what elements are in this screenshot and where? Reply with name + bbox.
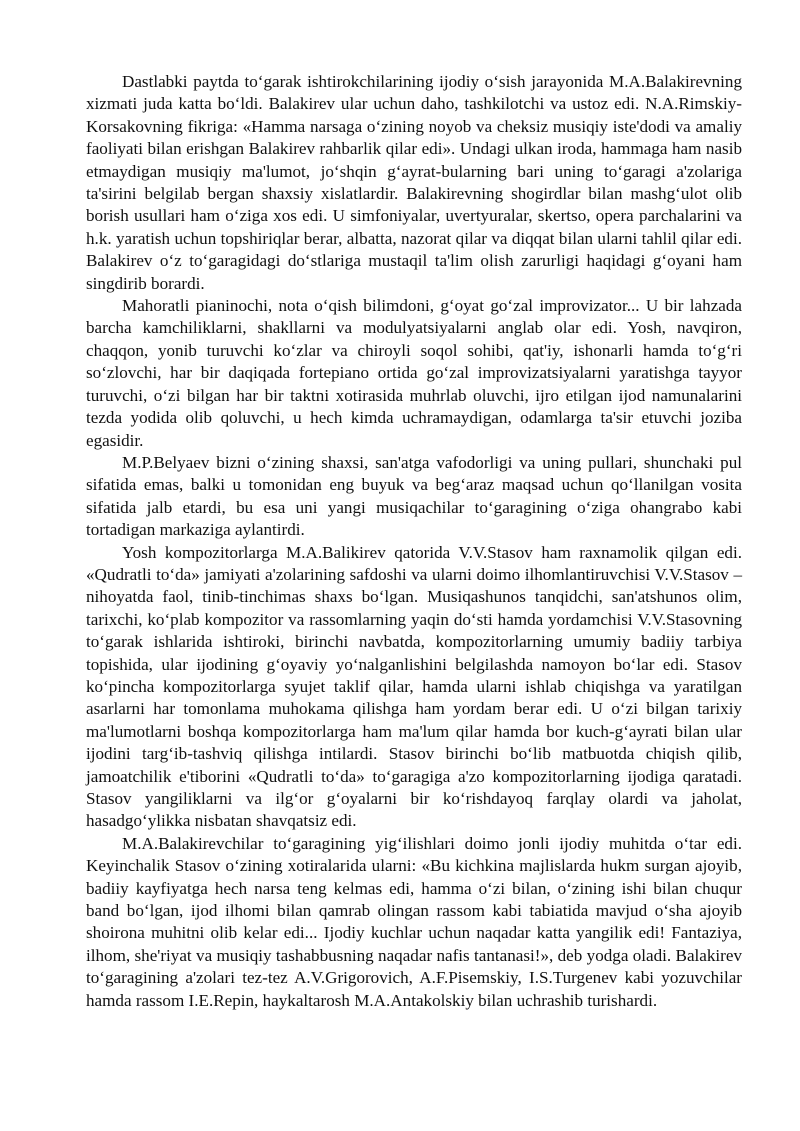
paragraph-balakirev-portrait: Mahoratli pianinochi, nota oʻqish bilimdoni, gʻoyat goʻzal improvizator... U bir lahzada barcha kamchiliklarni, shakllarni va modulyatsiyalarni anglab olar edi. Yosh, navqiron, chaqqon, yonib turuvchi koʻzlar va chiroyli soqol sohibi, qat'iy, ishonarli hamda toʻgʻri soʻzlovchi, har bir daqiqada fortepiano ortida goʻzal improvizatsiyalarni yaratishga tayyor turuvchi, oʻzi bilgan har bir taktni xotirasida muhrlab oluvchi, ijro etilgan ijod namunalarini tezda yodida olib qoluvchi, u hech kimda uchramaydigan, odamlarga ta'sir etuvchi joziba egasidir. [86, 296, 742, 450]
document-page [86, 71, 742, 1012]
paragraph-belyaev: M.P.Belyaev bizni oʻzining shaxsi, san'atga vafodorligi va uning pullari, shunchaki pul sifatida emas, balki u tomonidan eng buyuk va begʻaraz maqsad uchun qoʻllanilgan vosita sifatida jalb etardi, bu esa uni yangi musiqachilar toʻgaragining oʻziga ohangrabo kabi tortadigan markaziga aylantirdi. [86, 452, 742, 540]
paragraph-circle-meetings: M.A.Balakirevchilar toʻgaragining yigʻilishlari doimo jonli ijodiy muhitda oʻtar edi. Keyinchalik Stasov oʻzining xotiralarida ularni: «Bu kichkina majlislarda hukm surgan ajoyib, badiiy kayfiyatga hech narsa teng kelmas edi, hamma oʻzi bilan, oʻzining ishi bilan chuqur band boʻlgan, ijod ilhomi bilan qamrab olingan rassom kabi tabiatida mavjud oʻsha ajoyib shoirona muhitni olib kelar edi... Ijodiy kuchlar uchun naqadar katta yangilik edi! Fantaziya, ilhom, she'riyat va musiqiy tashabbusning naqadar nafis tantanasi!», deb yodga oladi. Balakirev toʻgaragining a'zolari tez-tez A.V.Grigorovich, A.F.Pisemskiy, I.S.Turgenev kabi yozuvchilar hamda rassom I.E.Repin, haykaltarosh M.A.Antakolskiy bilan uchrashib turishardi. [86, 833, 742, 1010]
paragraph-balakirev-role: Dastlabki paytda toʻgarak ishtirokchilarining ijodiy oʻsish jarayonida M.A.Balakirevning xizmati juda katta boʻldi. Balakirev ular uchun daho, tashkilotchi va ustoz edi. N.A.Rimskiy-Korsakovning fikriga: «Hamma narsaga oʻzining noyob va cheksiz musiqiy iste'dodi va amaliy faoliyati bilan erishgan Balakirev rahbarlik qilar edi». Undagi ulkan iroda, hammaga ham nasib etmaydigan musiqiy ma'lumot, joʻshqin gʻayrat-bularning bari uning toʻgaragi a'zolariga ta'sirini belgilab bergan shaxsiy xislatlardir. Balakirevning shogirdlar bilan mashgʻulot olib borish usullari ham oʻziga xos edi. U simfoniyalar, uvertyuralar, skertso, opera parchalarini va h.k. yaratish uchun topshiriqlar berar, albatta, nazorat qilar va diqqat bilan ularni tahlil qilar edi. Balakirev oʻz toʻgaragidagi doʻstlariga mustaqil ta'lim olish zarurligi haqidagi gʻoyani ham singdirib borardi. [86, 72, 742, 293]
paragraph-stasov: Yosh kompozitorlarga M.A.Balikirev qatorida V.V.Stasov ham raxnamolik qilgan edi. «Qudratli toʻda» jamiyati a'zolarining safdoshi va ularni doimo ilhomlantiruvchisi V.V.Stasov – nihoyatda faol, tinib-tinchimas shaxs boʻlgan. Musiqashunos tanqidchi, san'atshunos olim, tarixchi, koʻplab kompozitor va rassomlarning yaqin doʻsti hamda yordamchisi V.V.Stasovning toʻgarak ishlarida ishtiroki, birinchi navbatda, kompozitorlarning umumiy badiiy tarbiya topishida, ular ijodining gʻoyaviy yoʻnalganlishini belgilashda namoyon boʻlar edi. Stasov koʻpincha kompozitorlarga syujet taklif qilar, hamda ularni ishlab chiqishga va yaratilgan asarlarni har tomonlama muhokama qilishga ham yordam berar edi. U oʻzi bilgan tarixiy ma'lumotlarni boshqa kompozitorlarga ham ma'lum qilar hamda bor kuch-gʻayrati bilan ular ijodini targʻib-tashviq qilishga intilardi. Stasov birinchi boʻlib matbuotda chiqish qilib, jamoatchilik e'tiborini «Qudratli toʻda» toʻgaragiga a'zo kompozitorlarning ijodiga qaratadi. Stasov yangiliklarni va ilgʻor gʻoyalarni bir koʻrishdayoq farqlay olardi va jaholat, hasadgoʻylikka nisbatan shavqatsiz edi. [86, 542, 742, 831]
